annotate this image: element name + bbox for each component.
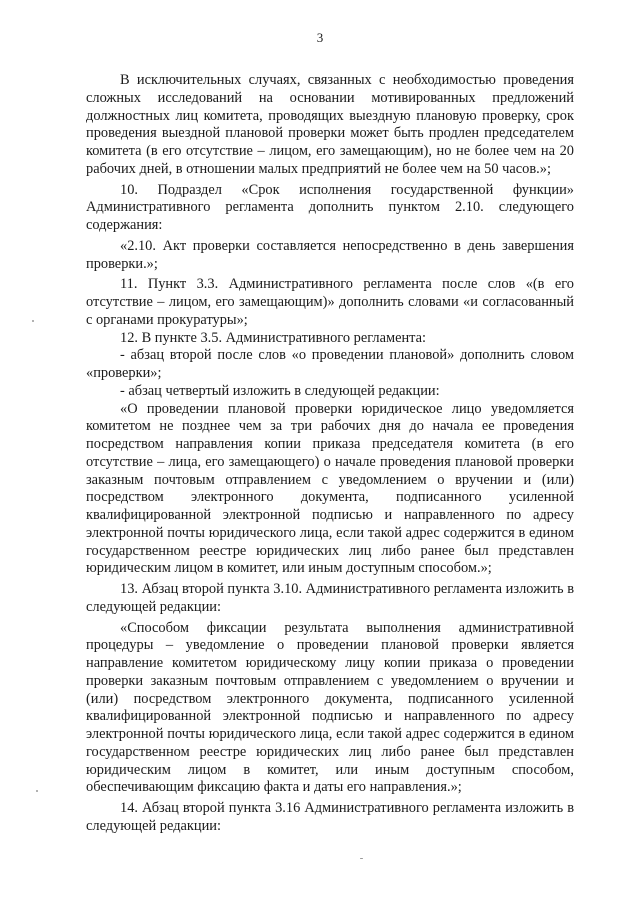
paragraph: «Способом фиксации результата выполнения административной процедуры – уведомление о проведении плановой проверки является направление комитетом юридическому лицу копии приказа о проведении проверки заказным почтовым отправлением с уведомлением о вручении и (или) посредством электронного документа, подписанного усиленной квалифицированной электронной подписью и направленного по адресу электронной почты юридического лица, если такой адрес содержится в едином государственном реестре юридических лиц либо ранее был представлен юридическим лицом в комитет, или иным доступным способом, обеспечивающим фиксацию факта и даты его направления.»; (86, 619, 574, 796)
paragraph: В исключительных случаях, связанных с необходимостью проведения сложных исследований на основании мотивированных предложений должностных лиц комитета, проводящих выездную плановую проверку, срок проведения выездной плановой проверки может быть продлен председателем комитета (в его отсутствие – лицом, его замещающим), но не более чем на 20 рабочих дней, в отношении малых предприятий не более чем на 50 часов.»; (86, 72, 574, 177)
scan-speck (360, 858, 363, 859)
paragraph: - абзац второй после слов «о проведении плановой» дополнить словом «проверки»; (86, 347, 574, 381)
paragraph: 14. Абзац второй пункта 3.16 Административного регламента изложить в следующей редакции: (86, 800, 574, 834)
paragraph: «О проведении плановой проверки юридическое лицо уведомляется комитетом не позднее чем за три рабочих дня до начала ее проведения посредством направления копии приказа председателя комитета (в его отсутствие – лица, его замещающего) о начале проведения плановой проверки заказным почтовым отправлением с уведомлением о вручении и (или) посредством электронного документа, подписанного усиленной квалифицированной электронной подписью и направленного по адресу электронной почты юридического лица, если такой адрес содержится в едином государственном реестре юридических лиц либо ранее был представлен юридическим лицом в комитет, или иным доступным способом.»; (86, 400, 574, 577)
scan-speck (36, 790, 38, 792)
scan-speck (32, 320, 34, 322)
paragraph: 12. В пункте 3.5. Административного регламента: (120, 329, 427, 346)
paragraph: - абзац четвертый изложить в следующей редакции: (120, 382, 440, 399)
document-body (86, 72, 574, 836)
page-number: 3 (316, 30, 324, 45)
paragraph: 13. Абзац второй пункта 3.10. Административного регламента изложить в следующей редакции: (86, 581, 574, 615)
paragraph: «2.10. Акт проверки составляется непосредственно в день завершения проверки.»; (86, 237, 574, 272)
paragraph: 10. Подраздел «Срок исполнения государственной функции» Административного регламента дополнить пунктом 2.10. следующего содержания: (86, 181, 574, 233)
paragraph: 11. Пункт 3.3. Административного регламента после слов «(в его отсутствие – лицом, его замещающим)» дополнить словами «и согласованный с органами прокуратуры»; (86, 276, 574, 328)
